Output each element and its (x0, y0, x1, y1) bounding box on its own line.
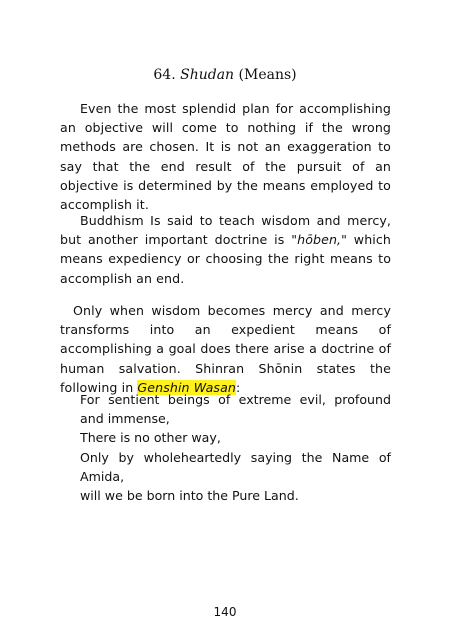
section-number: 64. (153, 67, 176, 83)
paragraph-hoben-text-start: Buddhism Is said to teach wisdom and mercy, but another important doctrine is (60, 213, 391, 248)
paragraph-hoben (60, 211, 391, 288)
paragraph-salvation-colon: : (235, 379, 241, 395)
verse-line: For sentient beings of extreme evil, profound and immense, (80, 392, 391, 427)
verse-line: There is no other way, (80, 430, 221, 446)
section-title (0, 66, 450, 84)
paragraph-salvation (60, 301, 391, 397)
verse-line: will we be born into the Pure Land. (80, 488, 299, 504)
paragraph-hoben-text-end: which means expediency or choosing the right means to accomplish an end. (60, 232, 391, 286)
paragraph-salvation-text: Only when wisdom becomes mercy and mercy transforms into an expedient means of accomplishing a goal does there arise a doctrine of human salvation. Shinran Shōnin states the following in (60, 303, 391, 395)
paragraph-plan-and-means: Even the most splendid plan for accomplishing an objective will come to nothing if the wrong methods are chosen. It is not an exaggeration to say that the end result of the pursuit of an objective is determined by the means employed to accomplish it. (60, 101, 391, 213)
section-term: Shudan (180, 67, 235, 83)
genshin-wasan-highlight: Genshin Wasan (137, 379, 236, 395)
verse-line: Only by wholeheartedly saying the Name of Amida, (80, 449, 391, 484)
section-translation: (Means) (238, 67, 297, 83)
verse-quotation (80, 390, 391, 505)
page-number: 140 (213, 605, 237, 619)
hoben-term: "hōben," (291, 232, 348, 248)
